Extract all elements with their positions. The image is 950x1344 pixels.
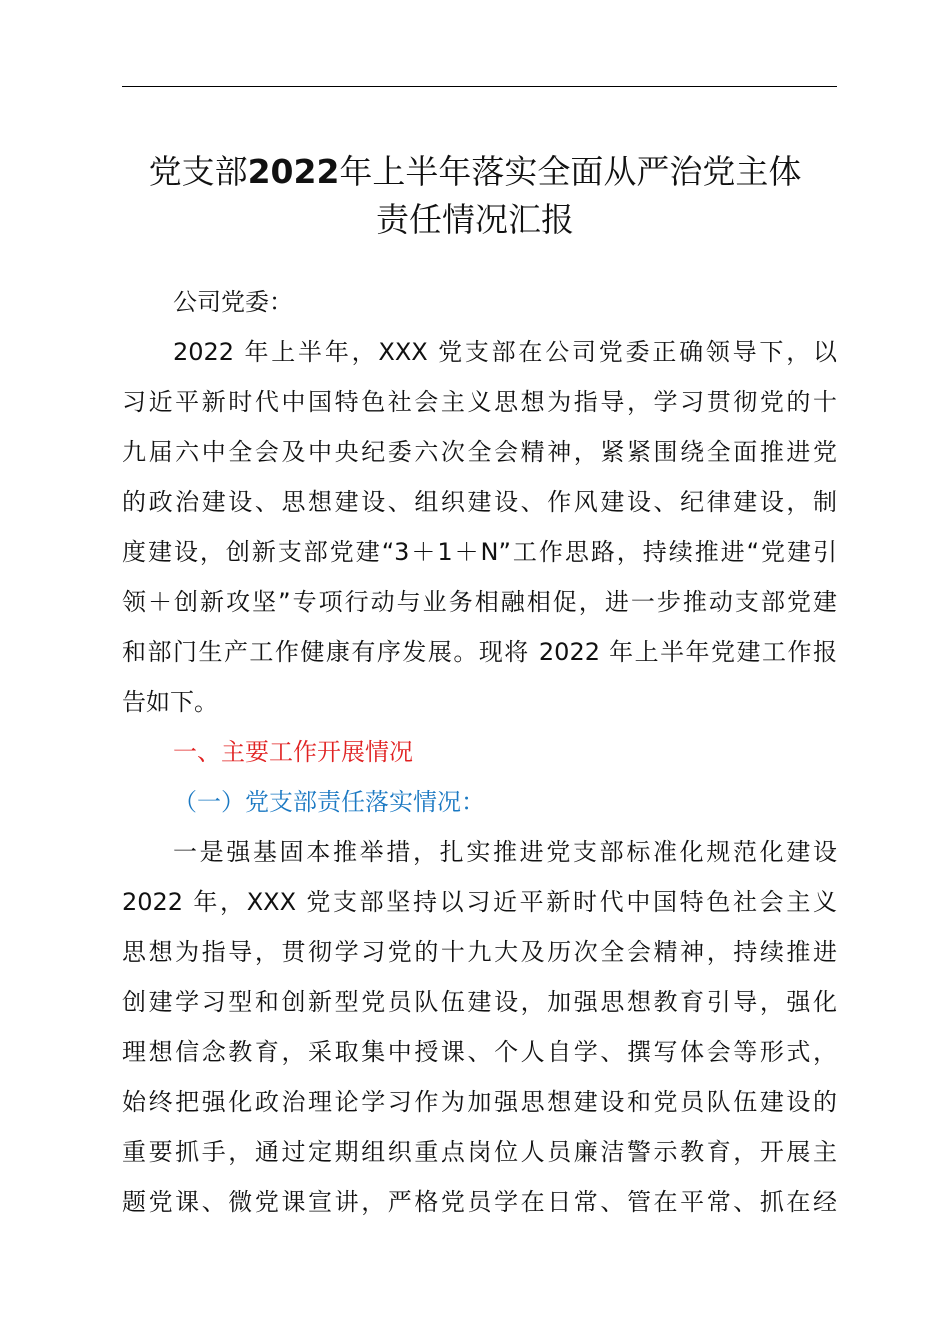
subsection-heading: （一）党支部责任落实情况： <box>173 788 485 816</box>
body-line: 始终把强化政治理论学习作为加强思想建设和党员队伍建设的 <box>122 1088 837 1116</box>
header-rule <box>122 86 837 87</box>
body-line: 一是强基固本推举措，扎实推进党支部标准化规范化建设 <box>173 838 837 866</box>
body-line: 创建学习型和创新型党员队伍建设，加强思想教育引导，强化 <box>122 988 837 1016</box>
intro-line: 告如下。 <box>122 688 218 716</box>
title-rest: 年上半年落实全面从严治党主体 <box>339 152 802 191</box>
intro-line: 度建设，创新支部党建“3＋1＋N”工作思路，持续推进“党建引 <box>122 538 837 566</box>
title-line-1 <box>100 148 850 196</box>
intro-line: 领＋创新攻坚”专项行动与业务相融相促，进一步推动支部党建 <box>122 588 837 616</box>
intro-line: 2022 年上半年，XXX 党支部在公司党委正确领导下，以 <box>173 338 837 366</box>
body-line: 题党课、微党课宣讲，严格党员学在日常、管在平常、抓在经 <box>122 1188 837 1216</box>
title-prefix: 党支部 <box>148 152 248 191</box>
title-year: 2022 <box>247 152 340 191</box>
intro-line: 和部门生产工作健康有序发展。现将 2022 年上半年党建工作报 <box>122 638 837 666</box>
body-line: 理想信念教育，采取集中授课、个人自学、撰写体会等形式， <box>122 1038 837 1066</box>
intro-line: 的政治建设、思想建设、组织建设、作风建设、纪律建设，制 <box>122 488 837 516</box>
body-line: 2022 年，XXX 党支部坚持以习近平新时代中国特色社会主义 <box>122 888 837 916</box>
body-line: 思想为指导，贯彻学习党的十九大及历次全会精神，持续推进 <box>122 938 837 966</box>
body-line: 重要抓手，通过定期组织重点岗位人员廉洁警示教育，开展主 <box>122 1138 837 1166</box>
intro-line: 九届六中全会及中央纪委六次全会精神，紧紧围绕全面推进党 <box>122 438 837 466</box>
intro-line: 习近平新时代中国特色社会主义思想为指导，学习贯彻党的十 <box>122 388 837 416</box>
salutation: 公司党委： <box>173 288 293 316</box>
document-body <box>122 277 837 1227</box>
section-heading: 一、主要工作开展情况 <box>173 738 413 766</box>
document-title <box>100 148 850 244</box>
title-line-2: 责任情况汇报 <box>376 200 574 239</box>
